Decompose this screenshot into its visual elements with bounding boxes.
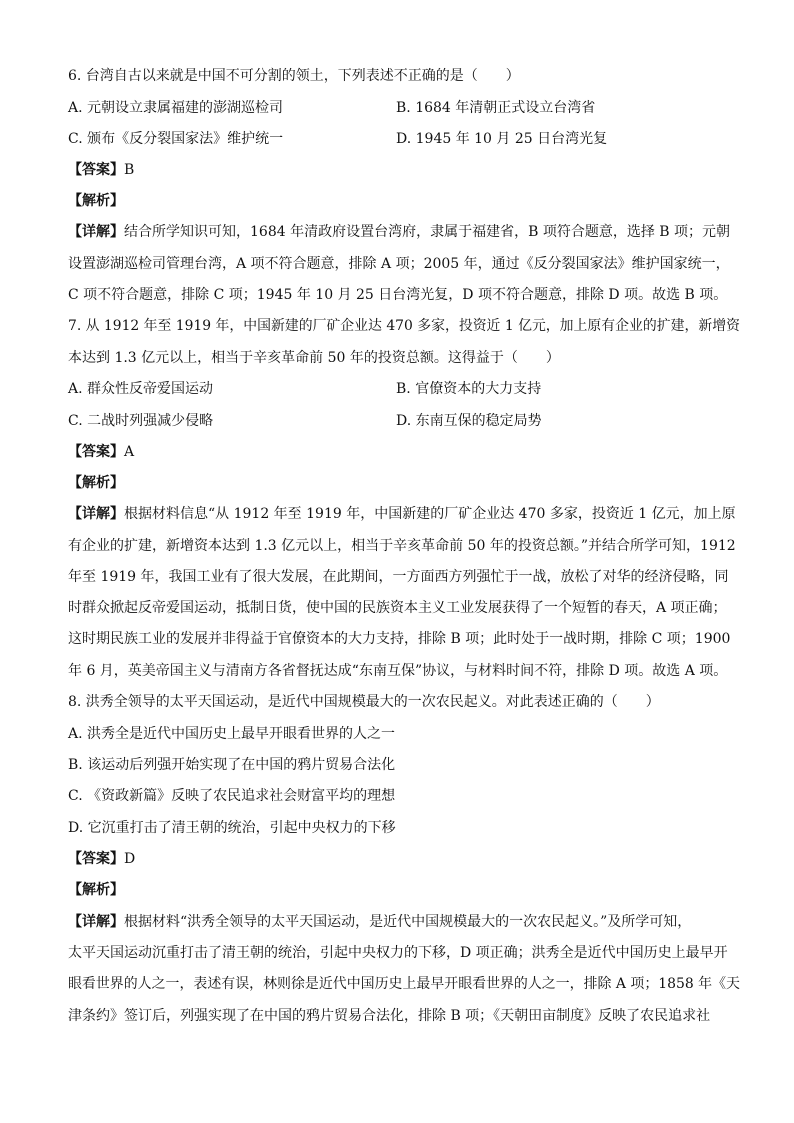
q7-detail-line-2: 有企业的扩建，新增资本达到 1.3 亿元以上，相当于辛亥革命前 50 年的投资总额。”并结合所学可知，1912 bbox=[68, 538, 736, 554]
answer-value: D bbox=[124, 851, 136, 867]
answer-value: B bbox=[124, 162, 135, 178]
answer-tag: 【答案】 bbox=[68, 851, 124, 867]
q8-option-b: B. 该运动后列强开始实现了在中国的鸦片贸易合法化 bbox=[68, 757, 396, 773]
detail-tag: 【详解】 bbox=[68, 224, 124, 240]
detail-text: 根据材料“洪秀全领导的太平天国运动，是近代中国规模最大的一次农民起义。”及所学可知， bbox=[124, 914, 692, 930]
q6-option-d: D. 1945 年 10 月 25 日台湾光复 bbox=[396, 131, 608, 147]
q6-stem: 6. 台湾自古以来就是中国不可分割的领土，下列表述不正确的是（ ） bbox=[68, 68, 520, 84]
q7-detail-line-6: 年 6 月，英美帝国主义与清南方各省督抚达成“东南互保”协议，与材料时间不符，排除 D 项。故选 A 项。 bbox=[68, 663, 728, 679]
detail-tag: 【详解】 bbox=[68, 506, 124, 522]
q7-answer bbox=[68, 442, 134, 462]
q8-detail-line-3: 眼看世界的人之一，表述有误，林则徐是近代中国历史上最早开眼看世界的人之一，排除 A 项；1858 年《天 bbox=[68, 976, 740, 992]
analysis-tag: 【解析】 bbox=[68, 882, 124, 898]
detail-tag: 【详解】 bbox=[68, 914, 124, 930]
detail-text: 根据材料信息“从 1912 年至 1919 年，中国新建的厂矿企业达 470 多家，投资近 1 亿元，加上原 bbox=[124, 506, 736, 522]
q8-answer bbox=[68, 849, 135, 869]
answer-value: A bbox=[124, 444, 135, 460]
q6-option-c: C. 颁布《反分裂国家法》维护统一 bbox=[68, 131, 284, 147]
q7-option-c: C. 二战时列强减少侵略 bbox=[68, 413, 214, 429]
q6-analysis-tag bbox=[68, 191, 124, 211]
q7-option-a: A. 群众性反帝爱国运动 bbox=[68, 381, 214, 397]
q6-answer bbox=[68, 160, 134, 180]
q8-detail-line-1 bbox=[68, 912, 691, 932]
q7-option-b: B. 官僚资本的大力支持 bbox=[396, 381, 542, 397]
q7-analysis-tag bbox=[68, 473, 124, 493]
q7-stem-line-2: 本达到 1.3 亿元以上，相当于辛亥革命前 50 年的投资总额。这得益于（ ） bbox=[68, 350, 560, 366]
q6-option-b: B. 1684 年清朝正式设立台湾省 bbox=[396, 100, 596, 116]
q7-option-d: D. 东南互保的稳定局势 bbox=[396, 413, 542, 429]
q6-detail-line-1 bbox=[68, 222, 730, 242]
detail-text: 结合所学知识可知，1684 年清政府设置台湾府，隶属于福建省，B 项符合题意，选择 B 项；元朝 bbox=[124, 224, 731, 240]
q8-detail-line-4: 津条约》签订后，列强实现了在中国的鸦片贸易合法化，排除 B 项；《天朝田亩制度》反映了农民追求社 bbox=[68, 1008, 711, 1024]
q6-detail-line-2: 设置澎湖巡检司管理台湾，A 项不符合题意，排除 A 项；2005 年，通过《反分裂国家法》维护国家统一， bbox=[68, 256, 730, 272]
q8-detail-line-2: 太平天国运动沉重打击了清王朝的统治，引起中央权力的下移，D 项正确；洪秀全是近代中国历史上最早开 bbox=[68, 945, 728, 961]
q8-option-d: D. 它沉重打击了清王朝的统治，引起中央权力的下移 bbox=[68, 820, 396, 836]
q7-detail-line-3: 年至 1919 年，我国工业有了很大发展，在此期间，一方面西方列强忙于一战，放松了对华的经济侵略，同 bbox=[68, 569, 729, 585]
q6-detail-line-3: C 项不符合题意，排除 C 项；1945 年 10 月 25 日台湾光复，D 项不符合题意，排除 D 项。故选 B 项。 bbox=[68, 287, 728, 303]
q7-detail-line-1 bbox=[68, 504, 736, 524]
q7-detail-line-5: 这时期民族工业的发展并非得益于官僚资本的大力支持，排除 B 项；此时处于一战时期，排除 C 项；1900 bbox=[68, 631, 731, 647]
q8-option-c: C. 《资政新篇》反映了农民追求社会财富平均的理想 bbox=[68, 788, 396, 804]
q8-analysis-tag bbox=[68, 880, 124, 900]
answer-tag: 【答案】 bbox=[68, 162, 124, 178]
q7-stem-line-1: 7. 从 1912 年至 1919 年，中国新建的厂矿企业达 470 多家，投资近 1 亿元，加上原有企业的扩建，新增资 bbox=[68, 318, 740, 334]
analysis-tag: 【解析】 bbox=[68, 193, 124, 209]
analysis-tag: 【解析】 bbox=[68, 475, 124, 491]
q7-detail-line-4: 时群众掀起反帝爱国运动，抵制日货，使中国的民族资本主义工业发展获得了一个短暂的春天，A 项正确； bbox=[68, 600, 727, 616]
q8-option-a: A. 洪秀全是近代中国历史上最早开眼看世界的人之一 bbox=[68, 726, 396, 742]
q8-stem: 8. 洪秀全领导的太平天国运动，是近代中国规模最大的一次农民起义。对此表述正确的（ ） bbox=[68, 694, 660, 710]
answer-tag: 【答案】 bbox=[68, 444, 124, 460]
q6-option-a: A. 元朝设立隶属福建的澎湖巡检司 bbox=[68, 100, 284, 116]
